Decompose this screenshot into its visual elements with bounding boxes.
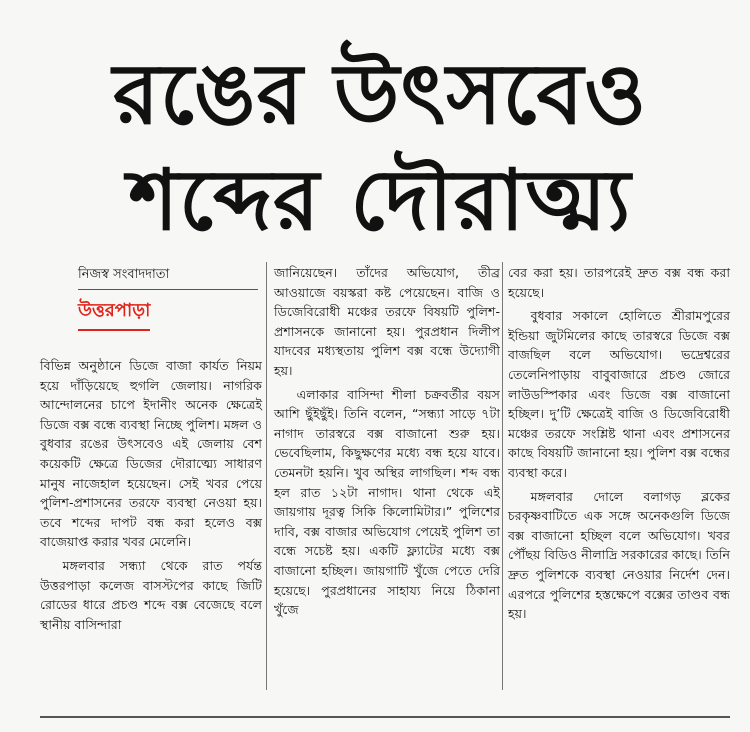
- bottom-rule: [40, 716, 730, 718]
- article-column-2: [274, 263, 500, 620]
- paragraph: বুধবার সকালে হোলিতে শ্রীরামপুরের ইন্ডিয়া জুটমিলের কাছে তারস্বরে ডিজে বক্স বাজছিল বলে অভিযোগ। ভদ্রেশ্বরের তেলেনিপাড়ায় বাবুবাজারে প্রচণ্ড জোরে লাউডস্পিকার এবং ডিজে বক্স বাজানো হচ্ছিল। দু’টি ক্ষেত্রেই বাজি ও ডিজেবিরোধী মঞ্চের তরফে সংশ্লিষ্ট থানা এবং প্রশাসনের কাছে বিষয়টি জানানো হয়। পুলিশ বক্স বন্ধের ব্যবস্থা করে।: [508, 308, 730, 480]
- dateline-place: উত্তরপাড়া: [78, 296, 150, 331]
- column-divider: [502, 262, 503, 690]
- paragraph: মঙ্গলবার সন্ধ্যা থেকে রাত পর্যন্ত উত্তরপাড়া কলেজ বাসস্টপের কাছে জিটি রোডের ধারে প্রচণ্ড শব্দে বক্স বেজেছে বলে স্থানীয় বাসিন্দারা: [40, 557, 262, 632]
- article-column-1: [40, 356, 262, 634]
- headline-line-2: শব্দের দৌরাত্ম্য: [128, 151, 632, 249]
- paragraph: বের করা হয়। তারপরেই দ্রুত বক্স বন্ধ করা হয়েছে।: [508, 265, 730, 300]
- reporter-credit: নিজস্ব সংবাদদাতা: [78, 264, 258, 290]
- column-divider: [266, 262, 267, 690]
- paragraph: জানিয়েছেন। তাঁদের অভিযোগ, তীব্র আওয়াজে বয়স্করা কষ্ট পেয়েছেন। বাজি ও ডিজেবিরোধী মঞ্চের তরফে বিষয়টি পুলিশ-প্রশাসনকে জানানো হয়। পুরপ্রধান দিলীপ যাদবের মধ্যস্থতায় পুলিশ বক্স বন্ধে উদ্যোগী হয়।: [274, 265, 500, 378]
- paragraph: এলাকার বাসিন্দা শীলা চক্রবর্তীর বয়স আশি ছুঁইছুঁই। তিনি বলেন, “সন্ধ্যা সাড়ে ৭টা নাগাদ তারস্বরে বক্স বাজানো শুরু হয়। ভেবেছিলাম, কিছুক্ষণের মধ্যে বন্ধ হয়ে যাবে। তেমনটা হয়নি। খুব অস্থির লাগছিল। শব্দ বন্ধ হল রাত ১২টা নাগাদ। থানা থেকে এই জায়গায় দূরত্ব সিকি কিলোমিটার।” পুলিশের দাবি, বক্স বাজার অভিযোগ পেয়েই পুলিশ তা বন্ধে সচেষ্ট হয়। একটি ফ্ল্যাটের মধ্যে বক্স বাজানো হচ্ছিল। জায়গাটি খুঁজে পেতে দেরি হয়েছে। পুরপ্রধানের সাহায্য নিয়ে ঠিকানা খুঁজে: [274, 386, 500, 618]
- headline-line-1: রঙের উৎসবেও: [112, 45, 648, 143]
- paragraph: মঙ্গলবার দোলে বলাগড় ব্লকের চরকৃষ্ণবাটিতে এক সঙ্গে অনেকগুলি ডিজে বক্স বাজানো হচ্ছিল বলে অভিযোগ। খবর পৌঁছয় বিডিও নীলাদ্রি সরকারের কাছে। তিনি দ্রুত পুলিশকে ব্যবস্থা নেওয়ার নির্দেশ দেন। এরপরে পুলিশের হস্তক্ষেপে বক্সের তাণ্ডব বন্ধ হয়।: [508, 488, 730, 622]
- article-column-3: [508, 263, 730, 624]
- paragraph: বিভিন্ন অনুষ্ঠানে ডিজে বাজা কার্যত নিয়ম হয়ে দাঁড়িয়েছে হুগলি জেলায়। নাগরিক আন্দোলনের চাপে ইদানীং অনেক ক্ষেত্রেই ডিজে বক্স বন্ধে ব্যবস্থা নিচ্ছে পুলিশ। মঙ্গল ও বুধবার রঙের উৎসবেও এই জেলায় বেশ কয়েকটি ক্ষেত্রে ডিজের দৌরাত্ম্যে সাধারণ মানুষ নাজেহাল হয়েছেন। সেই খবর পেয়ে পুলিশ-প্রশাসনের তরফে ব্যবস্থা নেওয়া হয়। তবে শব্দের দাপট বন্ধ করা হলেও বক্স বাজেয়াপ্ত করার খবর মেলেনি।: [40, 358, 262, 550]
- byline: [78, 264, 258, 331]
